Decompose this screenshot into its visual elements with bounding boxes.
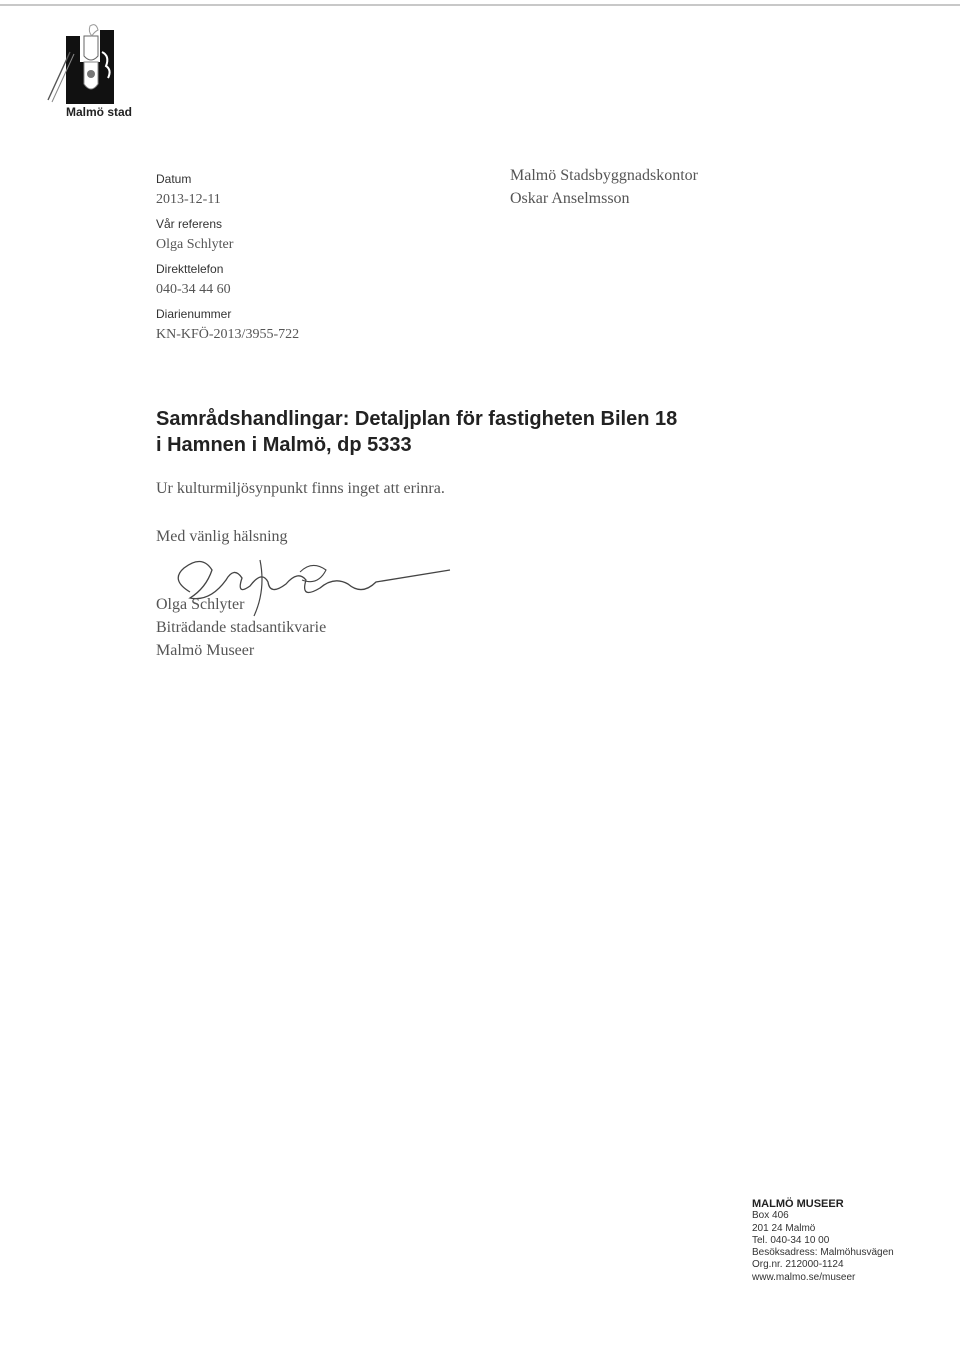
footer-phone: Tel. 040-34 10 00 <box>752 1234 830 1246</box>
footer-org: MALMÖ MUSEER <box>752 1198 844 1210</box>
footer-box: Box 406 <box>752 1210 789 1222</box>
logo-label: Malmö stad <box>66 105 133 119</box>
footer-org-number: Org.nr. 212000-1124 <box>752 1259 844 1271</box>
footer-visit-address: Besöksadress: Malmöhusvägen <box>752 1247 894 1259</box>
recipient-organization: Malmö Stadsbyggnadskontor <box>510 167 698 184</box>
coat-of-arms-icon <box>40 22 150 106</box>
recipient-name: Oskar Anselmsson <box>510 190 630 207</box>
closing-greeting: Med vänlig hälsning <box>156 528 288 545</box>
reference-label: Vår referens <box>156 217 223 231</box>
footer-contact <box>752 1198 894 1284</box>
footer-website: www.malmo.se/museer <box>752 1271 856 1283</box>
phone-label: Direkttelefon <box>156 262 224 276</box>
reference-value: Olga Schlyter <box>156 237 234 252</box>
date-value: 2013-12-11 <box>156 192 221 207</box>
subject-line-1: Samrådshandlingar: Detaljplan för fastigheten Bilen 18 <box>156 408 678 430</box>
subject-line-2: i Hamnen i Malmö, dp 5333 <box>156 434 412 456</box>
signer-title: Biträdande stadsantikvarie <box>156 619 327 636</box>
diary-number-label: Diarienummer <box>156 307 232 321</box>
date-label: Datum <box>156 172 192 186</box>
phone-value: 040-34 44 60 <box>156 282 231 297</box>
recipient-block <box>510 164 698 210</box>
signer-organization: Malmö Museer <box>156 642 255 659</box>
footer-postal: 201 24 Malmö <box>752 1222 816 1234</box>
body-paragraph: Ur kulturmiljösynpunkt finns inget att erinra. <box>156 480 445 497</box>
diary-number-value: KN-KFÖ-2013/3955-722 <box>156 327 300 342</box>
signature-block <box>156 593 326 662</box>
signer-name: Olga Schlyter <box>156 596 245 613</box>
subject-heading <box>156 406 856 458</box>
letter-meta <box>156 172 456 352</box>
top-rule <box>0 4 960 6</box>
